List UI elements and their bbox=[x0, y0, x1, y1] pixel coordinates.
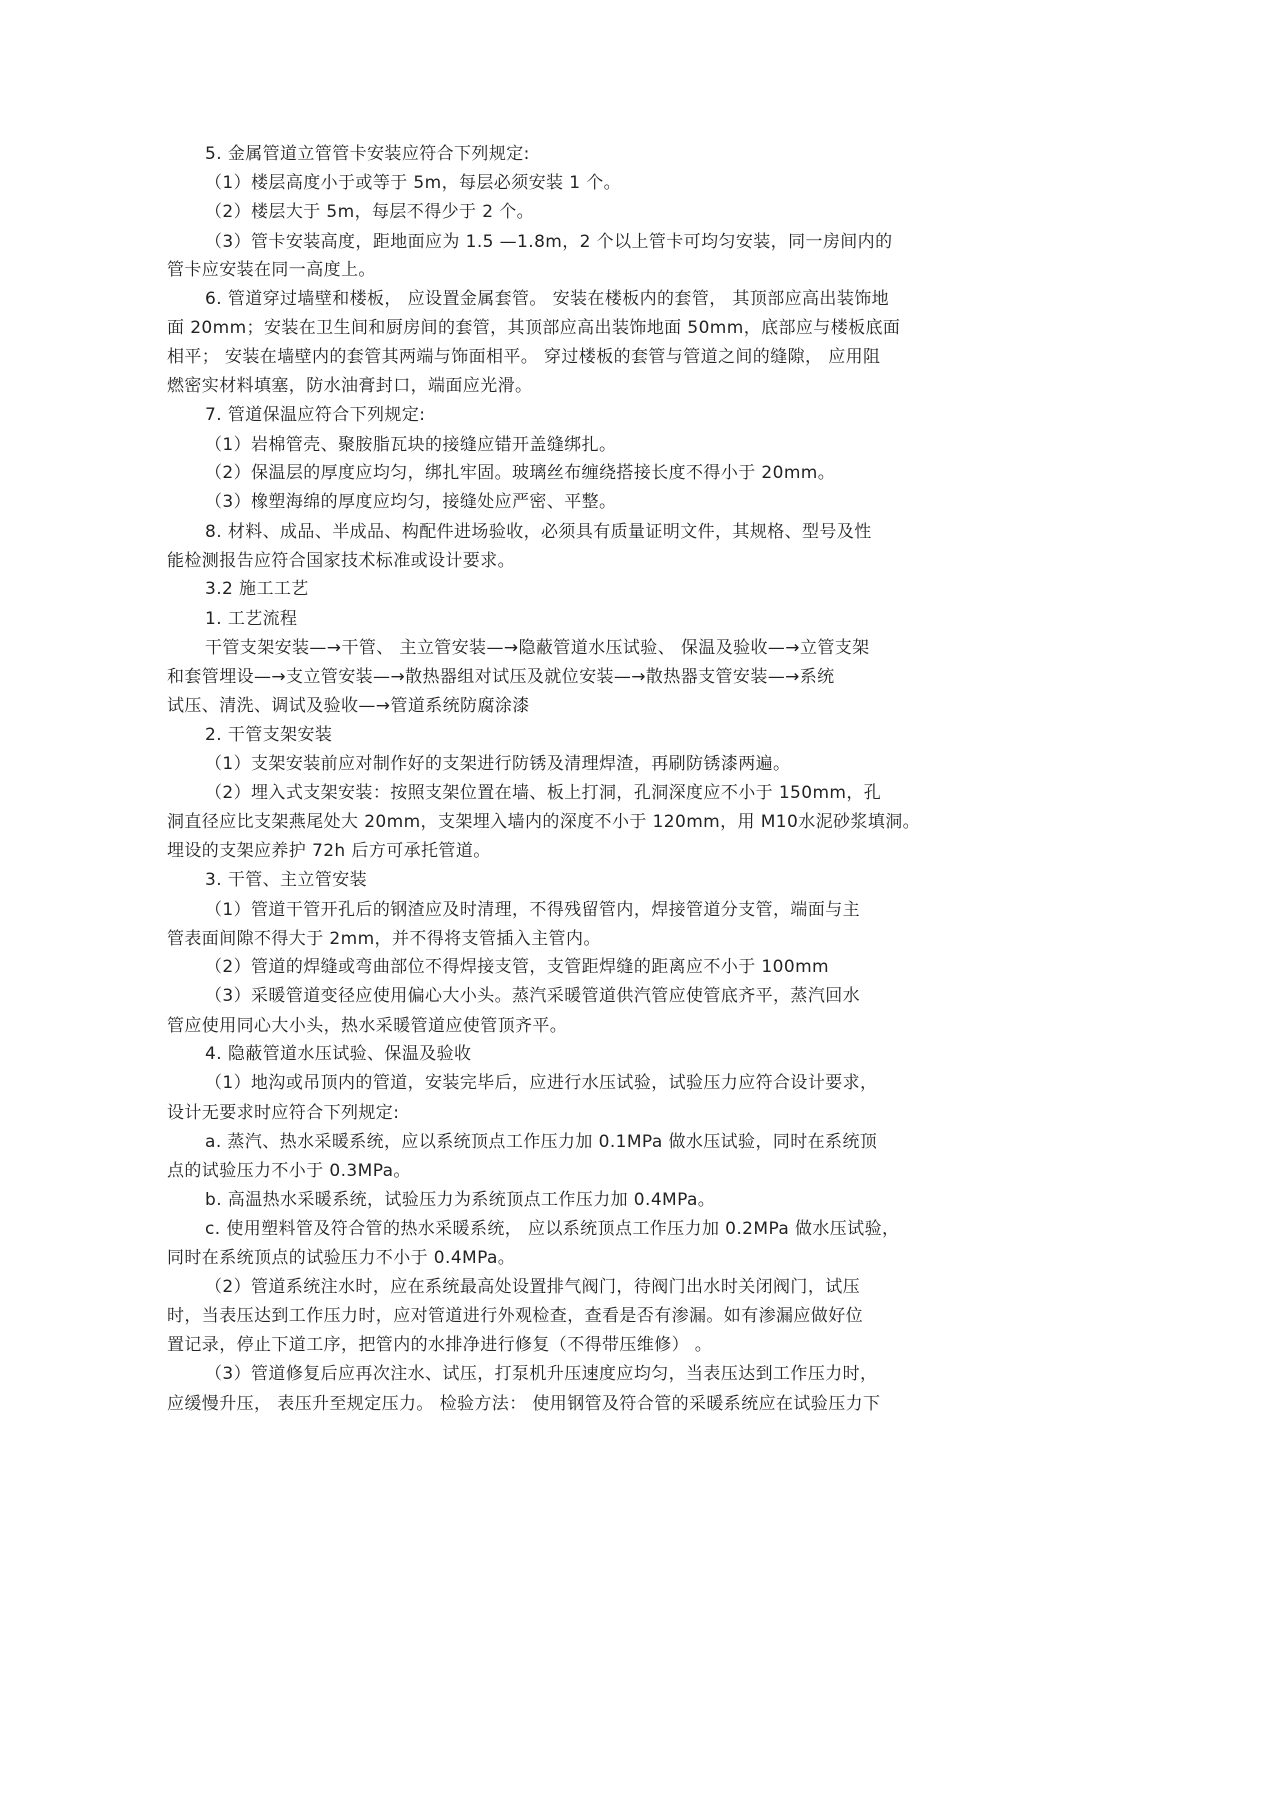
text-line: 置记录，停止下道工序，把管内的水排净进行修复（不得带压维修） 。 bbox=[167, 1335, 713, 1355]
text-line: （3）采暖管道变径应使用偏心大小头。蒸汽采暖管道供汽管应使管底齐平，蒸汽回水 bbox=[205, 986, 861, 1006]
text-line: （1）岩棉管壳、聚胺脂瓦块的接缝应错开盖缝绑扎。 bbox=[205, 435, 617, 455]
text-line: （3）管道修复后应再次注水、试压，打泵机升压速度应均匀，当表压达到工作压力时， bbox=[205, 1364, 878, 1384]
text-line: a. 蒸汽、热水采暖系统，应以系统顶点工作压力加 0.1MPa 做水压试验，同时在系统顶 bbox=[205, 1132, 878, 1152]
text-line: 相平； 安装在墙壁内的套管其两端与饰面相平。 穿过楼板的套管与管道之间的缝隙， 应用阻 bbox=[167, 347, 881, 367]
text-line: 面 20mm；安装在卫生间和厨房间的套管，其顶部应高出装饰地面 50mm，底部应与楼板底面 bbox=[167, 318, 901, 338]
text-line: 燃密实材料填塞，防水油膏封口，端面应光滑。 bbox=[167, 376, 533, 396]
text-line: （1）支架安装前应对制作好的支架进行防锈及清理焊渣，再刷防锈漆两遍。 bbox=[205, 754, 791, 774]
text-line: 6. 管道穿过墙壁和楼板， 应设置金属套管。 安装在楼板内的套管， 其顶部应高出装饰地 bbox=[205, 289, 890, 309]
text-line: 试压、清洗、调试及验收—→管道系统防腐涂漆 bbox=[167, 696, 530, 716]
section-heading: 3.2 施工工艺 bbox=[205, 579, 309, 599]
text-line: （1）管道干管开孔后的钢渣应及时清理，不得残留管内，焊接管道分支管，端面与主 bbox=[205, 900, 861, 920]
text-line: 管应使用同心大小头，热水采暖管道应使管顶齐平。 bbox=[167, 1016, 568, 1036]
text-line: （2）管道的焊缝或弯曲部位不得焊接支管，支管距焊缝的距离应不小于 100mm bbox=[205, 957, 829, 977]
text-line: （1）地沟或吊顶内的管道，安装完毕后，应进行水压试验，试验压力应符合设计要求， bbox=[205, 1073, 878, 1093]
text-line: 2. 干管支架安装 bbox=[205, 725, 333, 745]
text-line: 7. 管道保温应符合下列规定: bbox=[205, 405, 426, 425]
text-line: 应缓慢升压， 表压升至规定压力。 检验方法： 使用钢管及符合管的采暖系统应在试验压力下 bbox=[167, 1394, 881, 1414]
text-line: 同时在系统顶点的试验压力不小于 0.4MPa。 bbox=[167, 1248, 516, 1268]
text-line: 3. 干管、主立管安装 bbox=[205, 870, 368, 890]
text-line: c. 使用塑料管及符合管的热水采暖系统， 应以系统顶点工作压力加 0.2MPa 做水压试验， bbox=[205, 1219, 900, 1239]
text-line: （3）橡塑海绵的厚度应均匀，接缝处应严密、平整。 bbox=[205, 492, 617, 512]
text-line: 点的试验压力不小于 0.3MPa。 bbox=[167, 1161, 411, 1181]
text-line: 5. 金属管道立管管卡安装应符合下列规定: bbox=[205, 144, 530, 164]
text-line: （2）保温层的厚度应均匀，绑扎牢固。玻璃丝布缠绕搭接长度不得小于 20mm。 bbox=[205, 463, 836, 483]
text-line: 洞直径应比支架燕尾处大 20mm，支架埋入墙内的深度不小于 120mm，用 M10水泥砂浆填洞。 bbox=[167, 812, 921, 832]
text-line: 埋设的支架应养护 72h 后方可承托管道。 bbox=[167, 841, 491, 861]
text-line: 和套管埋设—→支立管安装—→散热器组对试压及就位安装—→散热器支管安装—→系统 bbox=[167, 667, 835, 687]
text-line: 1. 工艺流程 bbox=[205, 609, 298, 629]
text-line: 8. 材料、成品、半成品、构配件进场验收，必须具有质量证明文件，其规格、型号及性 bbox=[205, 522, 872, 542]
text-line: b. 高温热水采暖系统，试验压力为系统顶点工作压力加 0.4MPa。 bbox=[205, 1190, 716, 1210]
text-line: 4. 隐蔽管道水压试验、保温及验收 bbox=[205, 1044, 472, 1064]
text-line: 能检测报告应符合国家技术标准或设计要求。 bbox=[167, 551, 515, 571]
text-line: 干管支架安装—→干管、 主立管安装—→隐蔽管道水压试验、 保温及验收—→立管支架 bbox=[205, 638, 870, 658]
text-line: 时，当表压达到工作压力时，应对管道进行外观检查，查看是否有渗漏。如有渗漏应做好位 bbox=[167, 1306, 863, 1326]
text-line: （1）楼层高度小于或等于 5m，每层必须安装 1 个。 bbox=[205, 173, 622, 193]
text-line: 管表面间隙不得大于 2mm，并不得将支管插入主管内。 bbox=[167, 929, 601, 949]
text-line: （2）管道系统注水时，应在系统最高处设置排气阀门，待阀门出水时关闭阀门，试压 bbox=[205, 1277, 861, 1297]
text-line: （3）管卡安装高度，距地面应为 1.5 —1.8m，2 个以上管卡可均匀安装，同一房间内的 bbox=[205, 232, 893, 252]
text-line: （2）楼层大于 5m，每层不得少于 2 个。 bbox=[205, 202, 535, 222]
text-line: （2）埋入式支架安装：按照支架位置在墙、板上打洞，孔洞深度应不小于 150mm，孔 bbox=[205, 783, 882, 803]
text-line: 管卡应安装在同一高度上。 bbox=[167, 260, 376, 280]
text-line: 设计无要求时应符合下列规定: bbox=[167, 1103, 400, 1123]
